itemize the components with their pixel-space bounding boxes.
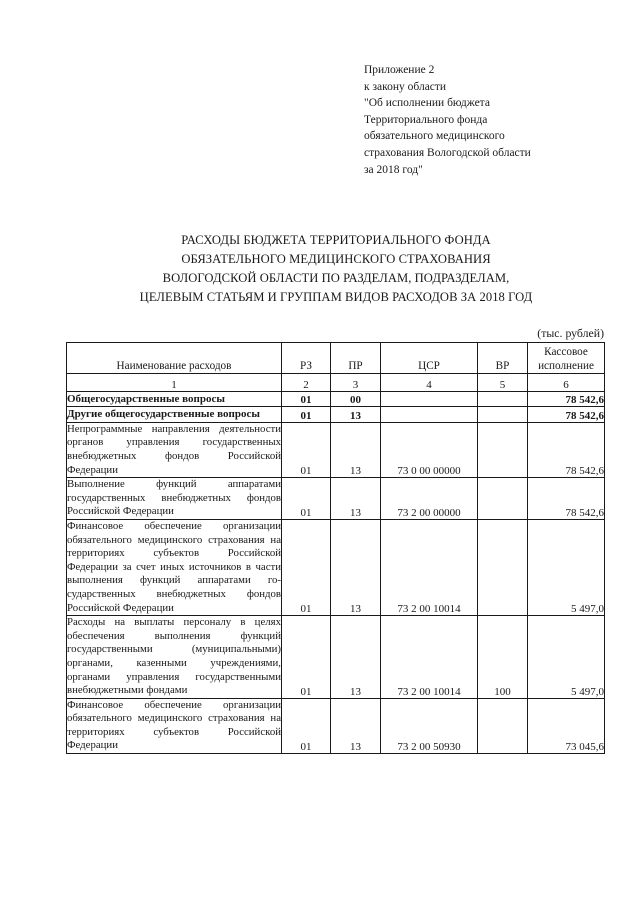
cell-csr: [381, 407, 478, 422]
cell-sum: 78 542,6: [528, 422, 605, 477]
page-title-line-1: РАСХОДЫ БЮДЖЕТА ТЕРРИТОРИАЛЬНОГО ФОНДА: [181, 233, 491, 247]
cell-expense-name: Общегосударственные вопросы: [67, 392, 282, 407]
cell-vr: [478, 407, 528, 422]
table-row: [67, 407, 605, 422]
appendix-header-line-1: Приложение 2: [364, 64, 435, 76]
column-header-sum-line-1: Кассовое: [544, 345, 588, 358]
column-header-rz: РЗ: [282, 343, 331, 374]
column-number-4: 4: [381, 374, 478, 392]
units-note: (тыс. рублей): [537, 326, 604, 340]
cell-pr: 13: [331, 478, 381, 520]
cell-vr: [478, 422, 528, 477]
column-number-3: 3: [331, 374, 381, 392]
cell-vr: 100: [478, 616, 528, 699]
column-header-sum: [528, 343, 605, 374]
appendix-header-line-4: Территориального фонда: [364, 113, 488, 126]
cell-vr: [478, 478, 528, 520]
cell-expense-name: Расходы на выплаты персоналу в целях обеспечения выполнения функций государственными (муниципальными) органами, казенными учреждениями, органами управления государственными внебюджетными фондами: [67, 616, 282, 699]
cell-rz: 01: [282, 478, 331, 520]
cell-pr: 13: [331, 616, 381, 699]
page-title-line-3: ВОЛОГОДСКОЙ ОБЛАСТИ ПО РАЗДЕЛАМ, ПОДРАЗДЕЛАМ,: [162, 271, 510, 285]
appendix-header-line-3: "Об исполнении бюджета: [364, 97, 490, 110]
cell-expense-name: Финансовое обеспечение организации обязательного медицинского страхования на территориях субъектов Российской Федерации за счет иных источников в части выполнения функций аппаратами государственных внебюджетных фондов Российской Федерации: [67, 519, 282, 615]
cell-vr: [478, 698, 528, 753]
cell-pr: 13: [331, 422, 381, 477]
cell-sum: 78 542,6: [528, 392, 605, 407]
cell-rz: 01: [282, 698, 331, 753]
appendix-header-line-6: страхования Вологодской области: [364, 146, 531, 159]
column-header-name: Наименование расходов: [67, 343, 282, 374]
cell-pr: 13: [331, 698, 381, 753]
budget-table: [66, 342, 605, 754]
cell-pr: 00: [331, 392, 381, 407]
cell-csr: 73 0 00 00000: [381, 422, 478, 477]
cell-csr: 73 2 00 10014: [381, 519, 478, 615]
cell-rz: 01: [282, 422, 331, 477]
column-header-pr: ПР: [331, 343, 381, 374]
cell-expense-name: Финансовое обеспечение организации обязательного медицинского страхования на территориях субъектов Российской Федерации: [67, 698, 282, 753]
column-number-6: 6: [528, 374, 605, 392]
cell-expense-name: Другие общегосударственные вопросы: [67, 407, 282, 422]
cell-csr: 73 2 00 10014: [381, 616, 478, 699]
table-column-number-row: [67, 374, 605, 392]
table-header-row: [67, 343, 605, 374]
cell-vr: [478, 392, 528, 407]
column-header-sum-line-2: исполнение: [538, 359, 594, 372]
cell-sum: 73 045,6: [528, 698, 605, 753]
cell-csr: [381, 392, 478, 407]
table-row: [67, 698, 605, 753]
table-row: [67, 519, 605, 615]
appendix-header-line-2: к закону области: [364, 80, 447, 93]
cell-rz: 01: [282, 407, 331, 422]
cell-sum: 78 542,6: [528, 407, 605, 422]
appendix-header-line-5: обязательного медицинского: [364, 130, 505, 143]
page-title: [0, 231, 640, 307]
page-title-line-2: ОБЯЗАТЕЛЬНОГО МЕДИЦИНСКОГО СТРАХОВАНИЯ: [181, 252, 491, 266]
cell-rz: 01: [282, 519, 331, 615]
cell-csr: 73 2 00 50930: [381, 698, 478, 753]
cell-sum: 5 497,0: [528, 519, 605, 615]
column-header-csr: ЦСР: [381, 343, 478, 374]
cell-csr: 73 2 00 00000: [381, 478, 478, 520]
appendix-header: [364, 62, 624, 178]
column-number-5: 5: [478, 374, 528, 392]
cell-rz: 01: [282, 392, 331, 407]
page-title-line-4: ЦЕЛЕВЫМ СТАТЬЯМ И ГРУППАМ ВИДОВ РАСХОДОВ ЗА 2018 ГОД: [139, 290, 533, 304]
cell-sum: 5 497,0: [528, 616, 605, 699]
cell-vr: [478, 519, 528, 615]
cell-sum: 78 542,6: [528, 478, 605, 520]
cell-pr: 13: [331, 519, 381, 615]
appendix-header-line-7: за 2018 год": [364, 163, 423, 176]
column-number-2: 2: [282, 374, 331, 392]
cell-rz: 01: [282, 616, 331, 699]
cell-expense-name: Непрограммные направления деятельности органов управления государственных внебюджетных фондов Российской Федерации: [67, 422, 282, 477]
table-row: [67, 392, 605, 407]
table-row: [67, 478, 605, 520]
cell-pr: 13: [331, 407, 381, 422]
column-header-vr: ВР: [478, 343, 528, 374]
column-number-1: 1: [67, 374, 282, 392]
table-row: [67, 616, 605, 699]
table-row: [67, 422, 605, 477]
budget-table-container: [66, 342, 604, 754]
cell-expense-name: Выполнение функций аппаратами государственных внебюджетных фондов Российской Федерации: [67, 478, 282, 520]
